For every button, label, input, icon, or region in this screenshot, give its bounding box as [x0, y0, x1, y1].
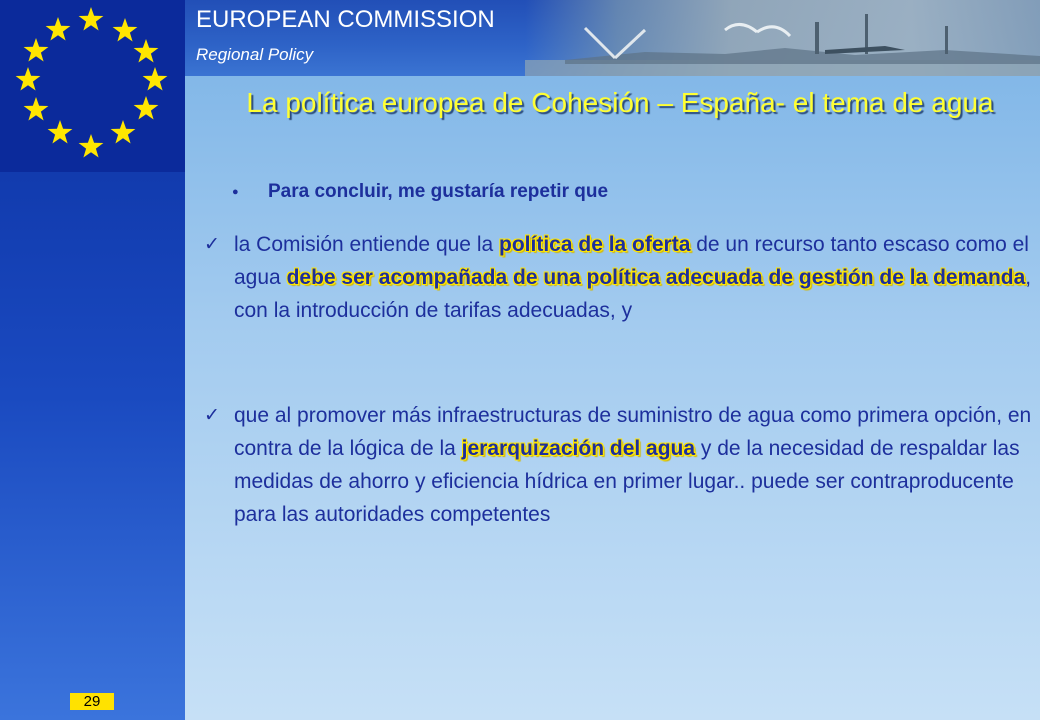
- highlight-demand-management: debe ser acompañada de una política adecuada de gestión de la demanda: [286, 266, 1026, 289]
- harbour-silhouette: [525, 0, 1040, 76]
- checkmark-icon: ✓: [204, 234, 220, 255]
- paragraph-1-text-b: de un recurso tanto escaso como el agua: [234, 233, 1029, 289]
- highlight-water-hierarchy: jerarquización del agua: [461, 437, 696, 460]
- highlight-supply-policy: política de la oferta: [499, 233, 691, 256]
- paragraph-2-text-a: que al promover más infraestructuras de suministro de agua como primera opción, en contra de la lógica de la: [234, 404, 1032, 460]
- harbour-photo: [525, 0, 1040, 76]
- paragraph-2-text-b: y de la necesidad de respaldar las medidas de ahorro y eficiencia hídrica en primer lugar.. puede ser contraproducente para las autoridades competentes: [234, 437, 1020, 526]
- checkmark-icon: ✓: [204, 405, 220, 426]
- left-sidebar-band: [0, 0, 185, 720]
- paragraph-1-text-c: , con la introducción de tarifas adecuadas, y: [234, 266, 1032, 322]
- intro-text: Para concluir, me gustaría repetir que: [268, 181, 609, 202]
- intro-bullet: [232, 181, 608, 203]
- slide-title: La política europea de Cohesión – España- el tema de agua: [246, 87, 994, 118]
- eu-flag: [0, 0, 185, 172]
- organization-name: EUROPEAN COMMISSION: [196, 6, 495, 33]
- paragraph-2: [204, 399, 1034, 531]
- eu-flag-icon: [0, 0, 185, 172]
- bullet-dot-icon: ●: [232, 185, 239, 198]
- paragraph-1-text-a: la Comisión entiende que la: [234, 233, 500, 256]
- page-number: 29: [70, 693, 114, 710]
- paragraph-1: [204, 228, 1034, 327]
- organization-subtitle: Regional Policy: [196, 45, 314, 64]
